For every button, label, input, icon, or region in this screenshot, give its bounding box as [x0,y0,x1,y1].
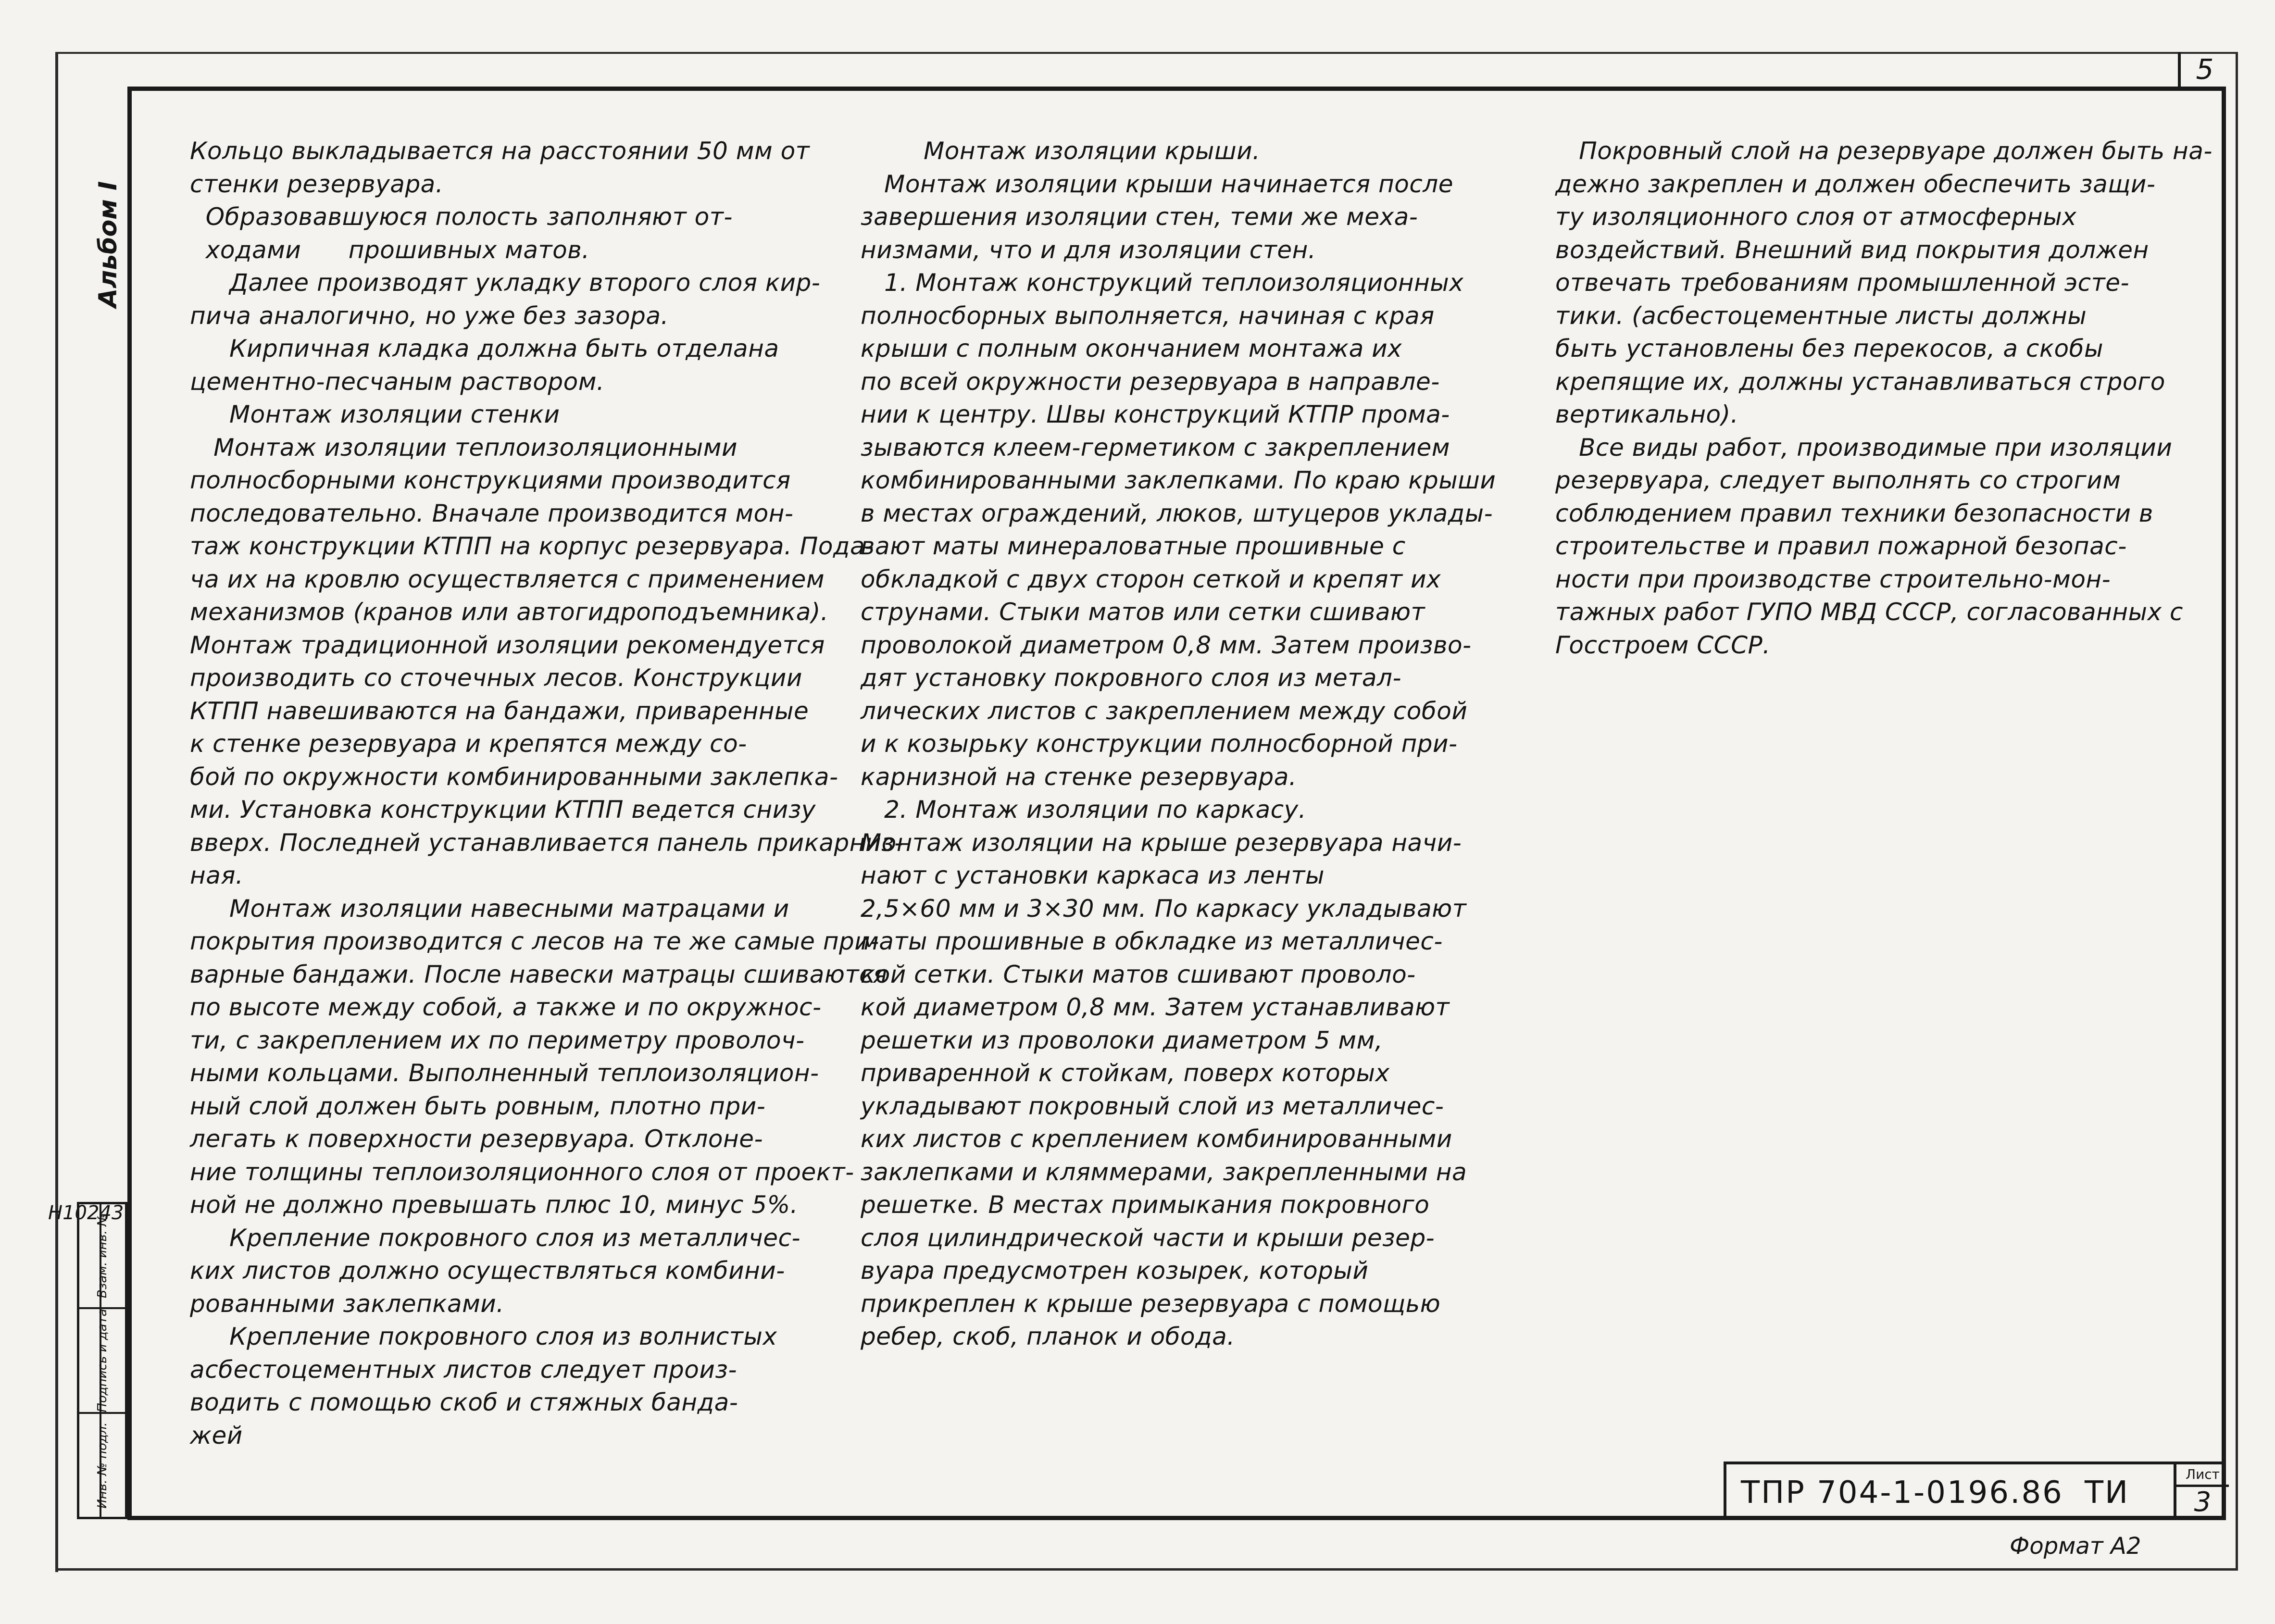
text-line: КТПП навешиваются на бандажи, приваренные [190,697,809,725]
text-line: ких листов с креплением комбинированными [861,1125,1452,1153]
text-line: ности при производстве строительно-мон- [1555,565,2111,593]
text-line: дят установку покровного слоя из метал- [861,664,1401,692]
text-line: Монтаж изоляции на крыше резервуара начи- [861,828,1462,857]
stamp-label: Взам. инв. № [95,1213,110,1299]
text-line: крыши с полным окончанием монтажа их [861,335,1402,362]
text-line: вают маты минераловатные прошивные с [861,532,1406,560]
text-line: Монтаж изоляции теплоизоляционными [190,433,738,462]
outer-border-right [2236,53,2238,1570]
text-line: резервуара, следует выполнять со строгим [1555,466,2121,494]
text-line: кой диаметром 0,8 мм. Затем устанавливают [861,993,1450,1021]
text-line: Монтаж традиционной изоляции рекомендуется [190,631,825,659]
text-line: нают с установки каркаса из ленты [861,862,1325,889]
text-line: ходами прошивных матов. [190,236,590,264]
text-column-middle [861,135,1496,1353]
text-line: заклепками и кляммерами, закрепленными на [861,1158,1467,1186]
text-line: Все виды работ, производимые при изоляции [1555,433,2173,462]
text-line: крепящие их, должны устанавливаться строго [1555,367,2165,396]
text-line: кой сетки. Стыки матов сшивают проволо- [861,960,1416,988]
text-line: ной не должно превышать плюс 10, минус 5%. [190,1191,798,1219]
text-line: Крепление покровного слоя из металличес- [190,1224,801,1252]
text-line: прикреплен к крыше резервуара с помощью [861,1289,1441,1318]
text-line: решетке. В местах примыкания покровного [861,1191,1430,1219]
stamp-cell-inv-original [79,1414,125,1517]
text-line: последовательно. Вначале производится мон- [190,499,794,527]
text-line: жей [190,1421,243,1449]
text-line: лических листов с закреплением между собой [861,697,1468,725]
text-line: ча их на кровлю осуществляется с применением [190,565,825,593]
text-line: водить с помощью скоб и стяжных банда- [190,1388,738,1416]
text-line: ту изоляционного слоя от атмосферных [1555,203,2077,231]
text-line: ние толщины теплоизоляционного слоя от проект- [190,1158,854,1186]
inventory-number: Н10243 [48,1202,124,1224]
text-line: отвечать требованиям промышленной эсте- [1555,269,2130,297]
stamp-label: Инв. № подл. [95,1422,110,1509]
text-line: производить со сточечных лесов. Конструкции [190,664,802,692]
text-line: и к козырьку конструкции полносборной при- [861,730,1458,758]
paper-format: Формат А2 [2010,1533,2141,1560]
document-type: ТИ [2085,1475,2129,1511]
text-line: к стенке резервуара и крепятся между со- [190,730,747,758]
text-line: Покровный слой на резервуаре должен быть на- [1555,137,2212,165]
text-line: в местах ограждений, люков, штуцеров уклады- [861,499,1493,527]
outer-border-top [55,52,2238,54]
text-line: дежно закреплен и должен обеспечить защи- [1555,170,2156,198]
text-line: Крепление покровного слоя из волнистых [190,1323,777,1350]
text-line: покрытия производится с лесов на те же самые при- [190,927,879,955]
text-line: бой по окружности комбинированными заклепка- [190,762,838,791]
text-line: 2. Монтаж изоляции по каркасу. [861,796,1307,824]
text-line: варные бандажи. После навески матрацы сшиваются [190,960,888,988]
text-line: Кольцо выкладывается на расстоянии 50 мм от [190,137,810,165]
text-line: решетки из проволоки диаметром 5 мм, [861,1026,1383,1054]
text-line: быть установлены без перекосов, а скобы [1555,335,2103,362]
text-line: ная. [190,862,244,889]
text-line: низмами, что и для изоляции стен. [861,236,1316,264]
text-line: ный слой должен быть ровным, плотно при- [190,1092,766,1120]
text-line: ребер, скоб, планок и обода. [861,1323,1235,1350]
approval-stamp-strip [77,1202,127,1519]
page-sheet-number: 5 [2178,52,2229,87]
text-line: ких листов должно осуществляться комбини- [190,1257,785,1285]
text-line: Монтаж изоляции навесными матрацами и [190,894,789,923]
text-line: Образовавшуюся полость заполняют от- [190,203,733,231]
document-code: ТПР 704-1-0196.86 [1741,1475,2063,1511]
text-line: легать к поверхности резервуара. Отклоне- [190,1125,763,1153]
text-line: асбестоцементных листов следует произ- [190,1355,737,1384]
outer-border-left [55,53,58,1572]
text-line: цементно-песчаным раствором. [190,367,605,396]
text-line: проволокой диаметром 0,8 мм. Затем произво- [861,631,1472,659]
text-line: завершения изоляции стен, теми же меха- [861,203,1418,231]
text-line: приваренной к стойкам, поверх которых [861,1059,1390,1087]
text-line: Монтаж изоляции стенки [190,400,560,428]
text-line: Далее производят укладку второго слоя кир- [190,269,821,297]
text-line: по всей окружности резервуара в направле- [861,367,1440,396]
text-line: пича аналогично, но уже без зазора. [190,301,669,330]
text-line: комбинированными заклепками. По краю крыши [861,466,1496,494]
text-line: ми. Установка конструкции КТПП ведется снизу [190,796,816,824]
text-line: таж конструкции КТПП на корпус резервуара. Пода- [190,532,874,560]
text-line: тажных работ ГУПО МВД СССР, согласованных с [1555,598,2183,626]
stamp-cell-signature [79,1309,125,1414]
text-line: маты прошивные в обкладке из металличес- [861,927,1443,955]
text-line: обкладкой с двух сторон сеткой и крепят их [861,565,1441,593]
album-label: Альбом I [94,181,123,308]
text-line: строительстве и правил пожарной безопас- [1555,532,2127,560]
text-line: воздействий. Внешний вид покрытия должен [1555,236,2149,264]
stamp-label: Подпись и дата [95,1309,110,1412]
outer-border-bottom [55,1568,2238,1571]
text-line: стенки резервуара. [190,170,444,198]
text-line: 1. Монтаж конструкций теплоизоляционных [861,269,1464,297]
text-line: Госстроем СССР. [1555,631,1771,659]
text-line: соблюдением правил техники безопасности в [1555,499,2153,527]
text-line: вверх. Последней устанавливается панель прикарниз- [190,828,903,857]
text-line: укладывают покровный слой из металличес- [861,1092,1444,1120]
text-column-left [190,135,903,1452]
text-line: слоя цилиндрической части и крыши резер- [861,1224,1435,1252]
text-line: рованными заклепками. [190,1289,504,1318]
text-line: Монтаж изоляции крыши начинается после [861,170,1454,198]
text-line: вертикально). [1555,400,1739,428]
text-line: ти, с закреплением их по периметру проволоч- [190,1026,805,1054]
sheet-label: Лист [2176,1464,2229,1487]
text-line: тики. (асбестоцементные листы должны [1555,301,2087,330]
text-line: нии к центру. Швы конструкций КТПР прома- [861,400,1450,428]
sheet-box [2174,1464,2229,1520]
text-column-right [1555,135,2212,662]
text-line: Монтаж изоляции крыши. [861,137,1261,165]
text-line: по высоте между собой, а также и по окружнос- [190,993,822,1021]
text-line: струнами. Стыки матов или сетки сшивают [861,598,1425,626]
stamp-cell-replace-inv [79,1204,125,1309]
text-line: вуара предусмотрен козырек, который [861,1257,1369,1285]
text-line: полносборных выполняется, начиная с края [861,301,1435,330]
text-line: зываются клеем-герметиком с закреплением [861,433,1450,462]
text-line: механизмов (кранов или автогидроподъемника). [190,598,829,626]
text-line: карнизной на стенке резервуара. [861,762,1297,791]
text-line: 2,5×60 мм и 3×30 мм. По каркасу укладывают [861,894,1467,923]
sheet-value: 3 [2194,1487,2212,1518]
text-line: полносборными конструкциями производится [190,466,791,494]
text-line: Кирпичная кладка должна быть отделана [190,335,779,362]
title-block [1724,1462,2226,1520]
text-line: ными кольцами. Выполненный теплоизоляцион- [190,1059,819,1087]
